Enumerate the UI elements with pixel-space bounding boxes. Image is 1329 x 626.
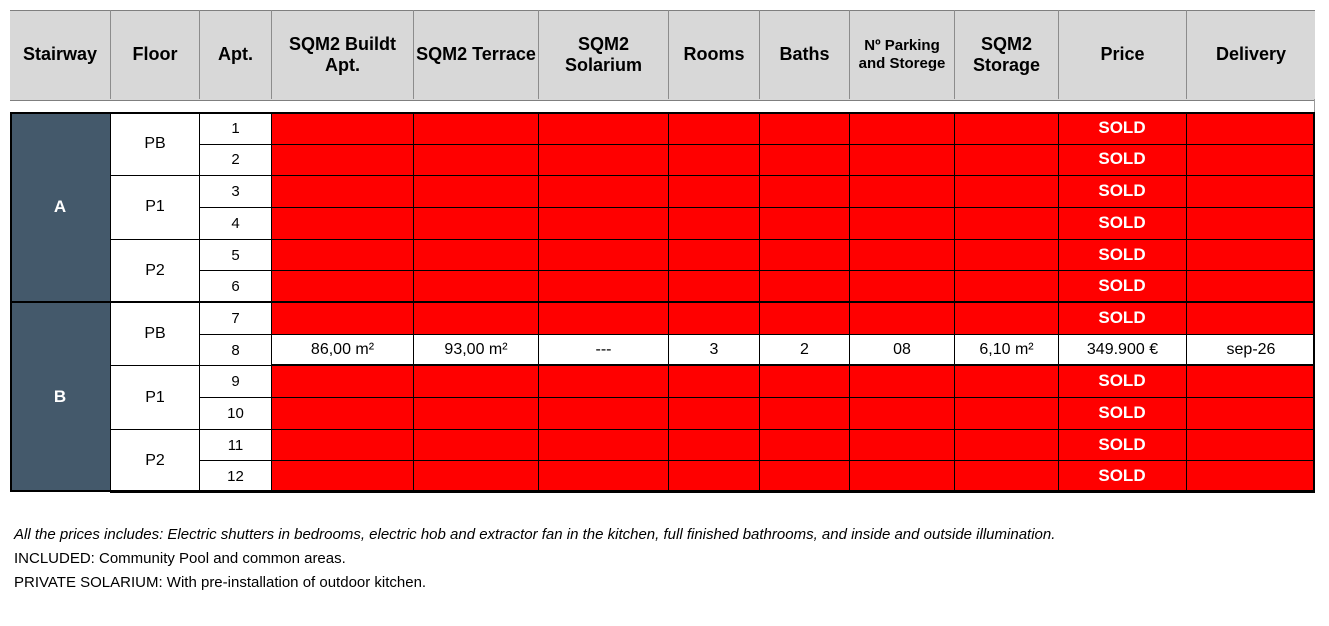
sold-fill xyxy=(271,429,1058,461)
floor-cell: P2 xyxy=(110,239,200,303)
sold-fill xyxy=(271,207,1058,239)
floor-cell: P1 xyxy=(110,365,200,429)
cell-solarium: --- xyxy=(538,334,668,366)
header-parking-storege: Nº Parking and Storege xyxy=(849,10,954,99)
apt-number: 4 xyxy=(199,207,272,240)
apt-number: 5 xyxy=(199,239,272,272)
sold-fill xyxy=(1186,429,1315,461)
sold-fill xyxy=(271,175,1058,207)
sold-fill xyxy=(271,270,1058,302)
row-divider xyxy=(271,460,1315,461)
sold-fill xyxy=(271,460,1058,492)
header-stairway: Stairway xyxy=(22,44,98,64)
header-floor: Floor xyxy=(110,10,199,99)
sold-fill xyxy=(1186,270,1315,302)
cell-terrace: 93,00 m² xyxy=(413,334,538,366)
cell-delivery: sep-26 xyxy=(1186,334,1315,366)
sold-badge: SOLD xyxy=(1058,365,1186,397)
block-divider xyxy=(10,301,1315,303)
row-divider xyxy=(271,365,1315,366)
header-price: Price xyxy=(1058,10,1186,99)
apt-number: 7 xyxy=(199,302,272,335)
header-sqm2-storage: SQM2 Storage xyxy=(954,10,1058,99)
sold-fill xyxy=(1186,302,1315,334)
apt-number: 9 xyxy=(199,365,272,398)
header-rooms: Rooms xyxy=(668,10,759,99)
stairway-a: A xyxy=(10,112,110,302)
sold-fill xyxy=(271,112,1058,144)
sold-badge: SOLD xyxy=(1058,207,1186,239)
apartments-table xyxy=(10,112,1315,492)
floor-cell: P2 xyxy=(110,429,200,493)
apt-number: 11 xyxy=(199,429,272,462)
cell-baths: 2 xyxy=(759,334,849,366)
sold-fill xyxy=(1186,239,1315,271)
cell-buildt: 86,00 m² xyxy=(271,334,413,366)
sold-fill xyxy=(271,302,1058,334)
notes-inclusions: All the prices includes: Electric shutters in bedrooms, electric hob and extractor fan in the kitchen, full finished bathrooms, and inside and outside illumination. xyxy=(14,526,1056,543)
cell-storage: 6,10 m² xyxy=(954,334,1058,366)
header-sqm2-buildt: SQM2 Buildt Apt. xyxy=(271,10,413,99)
row-divider xyxy=(271,397,1315,398)
row-divider xyxy=(271,492,1315,493)
row-divider xyxy=(271,144,1315,145)
header-sqm2-terrace: SQM2 Terrace xyxy=(413,10,538,99)
row-divider xyxy=(271,175,1315,176)
floor-cell: P1 xyxy=(110,175,200,239)
row-divider xyxy=(271,239,1315,240)
sold-fill xyxy=(1186,175,1315,207)
sold-fill xyxy=(1186,365,1315,397)
header-baths: Baths xyxy=(759,10,849,99)
sold-fill xyxy=(1186,144,1315,176)
apt-number: 12 xyxy=(199,460,272,493)
sold-fill xyxy=(271,365,1058,397)
sold-fill xyxy=(1186,460,1315,492)
sold-badge: SOLD xyxy=(1058,175,1186,207)
apt-number: 8 xyxy=(199,334,272,367)
row-divider xyxy=(271,429,1315,430)
sold-fill xyxy=(271,397,1058,429)
cell-rooms: 3 xyxy=(668,334,759,366)
apt-number: 6 xyxy=(199,270,272,303)
sold-badge: SOLD xyxy=(1058,239,1186,271)
apt-number: 10 xyxy=(199,397,272,430)
sold-badge: SOLD xyxy=(1058,460,1186,492)
notes xyxy=(14,524,1314,593)
header-delivery: Delivery xyxy=(1186,10,1315,99)
cell-parking: 08 xyxy=(849,334,954,366)
row-divider xyxy=(271,334,1315,335)
floor-cell: PB xyxy=(110,112,200,176)
sold-badge: SOLD xyxy=(1058,429,1186,461)
sold-fill xyxy=(271,144,1058,176)
row-divider xyxy=(271,207,1315,208)
row-divider xyxy=(271,270,1315,271)
stairway-b: B xyxy=(10,302,110,492)
cell-price: 349.900 € xyxy=(1058,334,1186,366)
floor-cell: PB xyxy=(110,302,200,366)
sold-fill xyxy=(1186,397,1315,429)
header-apt: Apt. xyxy=(199,10,271,99)
sold-fill xyxy=(1186,207,1315,239)
apt-number: 1 xyxy=(199,112,272,145)
notes-included: INCLUDED: Community Pool and common areas. xyxy=(14,550,346,567)
notes-solarium: PRIVATE SOLARIUM: With pre-installation of outdoor kitchen. xyxy=(14,574,427,591)
sold-badge: SOLD xyxy=(1058,144,1186,176)
header-sqm2-solarium: SQM2 Solarium xyxy=(538,10,668,99)
sold-fill xyxy=(1186,112,1315,144)
sold-fill xyxy=(271,239,1058,271)
header-gap xyxy=(1314,99,1315,112)
sold-badge: SOLD xyxy=(1058,397,1186,429)
sold-badge: SOLD xyxy=(1058,112,1186,144)
apt-number: 2 xyxy=(199,144,272,177)
row-divider xyxy=(271,112,1315,113)
apt-number: 3 xyxy=(199,175,272,208)
sold-badge: SOLD xyxy=(1058,302,1186,334)
sold-badge: SOLD xyxy=(1058,270,1186,302)
